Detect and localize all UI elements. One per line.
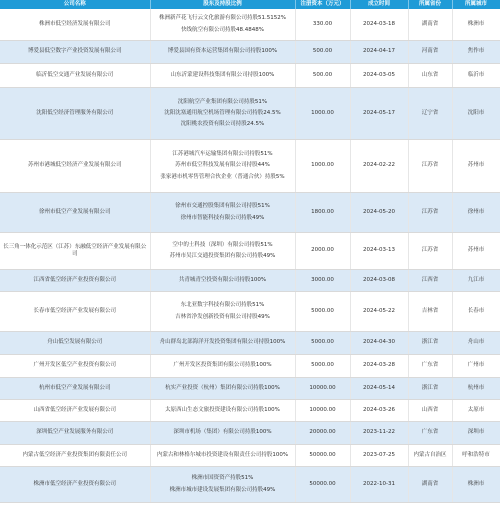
company-name: 临沂低空交通产业发展有限公司: [0, 63, 150, 87]
company-name: 株洲市低空经济发展有限公司: [0, 9, 150, 40]
table-row: [0, 354, 500, 377]
company-name: 杭州市低空产业发展有限公司: [0, 377, 150, 399]
registered-capital: 20000.00: [295, 421, 350, 444]
table-row: [0, 139, 500, 192]
shareholder-line: 快线航空有限公司持股48.4848%: [181, 26, 264, 33]
header-shareholders: 股东及持股比例: [150, 0, 295, 9]
company-name: 内蒙古低空经济产业投资集团有限责任公司: [0, 444, 150, 466]
city: 舟山市: [452, 331, 500, 354]
table-body: [0, 9, 500, 502]
table-row: [0, 399, 500, 421]
province: 湖南省: [408, 9, 452, 40]
shareholder-line: 徐州市交通控股集团有限公司持股51%: [175, 203, 270, 210]
company-name: 徐州市低空产业发展有限公司: [0, 192, 150, 232]
established-date: 2024-05-22: [350, 291, 408, 331]
established-date: 2024-05-14: [350, 377, 408, 399]
shareholder-line: 杭实产业投资（杭州）集团有限公司持股100%: [165, 384, 280, 391]
shareholder-line: 沈阳航空产业集团有限公司持股51%: [177, 98, 268, 105]
shareholder-line: 太原西山生态文旅投资建设有限公司持股100%: [165, 406, 280, 413]
province: 河南省: [408, 40, 452, 63]
company-name: 沈阳低空经济管理服务有限公司: [0, 87, 150, 139]
shareholders-cell: [150, 87, 295, 139]
company-name: 舟山低空发展有限公司: [0, 331, 150, 354]
registered-capital: 5000.00: [295, 291, 350, 331]
shareholder-line: 张家港市机零售管理合伙企业（普通合伙）持股5%: [160, 173, 285, 180]
table-row: [0, 87, 500, 139]
city: 株洲市: [452, 9, 500, 40]
shareholder-line: 空中的士科技（深圳）有限公司持股51%: [172, 241, 273, 248]
established-date: 2024-03-28: [350, 354, 408, 377]
city: 徐州市: [452, 192, 500, 232]
province: 浙江省: [408, 331, 452, 354]
province: 辽宁省: [408, 87, 452, 139]
header-province: 所属省份: [408, 0, 452, 9]
established-date: 2024-03-26: [350, 399, 408, 421]
city: 沈阳市: [452, 87, 500, 139]
shareholder-line: 苏州市低空科技发展有限公司持股44%: [175, 162, 270, 169]
shareholders-cell: [150, 399, 295, 421]
city: 呼和浩特市: [452, 444, 500, 466]
shareholders-cell: [150, 354, 295, 377]
established-date: 2022-10-31: [350, 466, 408, 502]
shareholders-cell: [150, 139, 295, 192]
province: 湖南省: [408, 466, 452, 502]
registered-capital: 1800.00: [295, 192, 350, 232]
established-date: 2024-03-18: [350, 9, 408, 40]
table-row: [0, 269, 500, 291]
table-row: [0, 40, 500, 63]
shareholders-cell: [150, 421, 295, 444]
registered-capital: 1000.00: [295, 87, 350, 139]
shareholders-cell: [150, 466, 295, 502]
registered-capital: 330.00: [295, 9, 350, 40]
city: 广州市: [452, 354, 500, 377]
table-row: [0, 291, 500, 331]
established-date: 2024-04-17: [350, 40, 408, 63]
shareholders-cell: [150, 40, 295, 63]
table-row: [0, 377, 500, 399]
shareholder-line: 内蒙古和林格尔城市投资建设有限责任公司持股100%: [156, 451, 289, 458]
shareholder-line: 深圳市机场（集团）有限公司持股100%: [173, 429, 272, 436]
province: 广东省: [408, 354, 452, 377]
city: 深圳市: [452, 421, 500, 444]
city: 苏州市: [452, 232, 500, 269]
province: 江苏省: [408, 192, 452, 232]
shareholder-line: 沈阳桃农投资有限公司持股24.5%: [180, 121, 265, 128]
city: 临沂市: [452, 63, 500, 87]
table-row: [0, 232, 500, 269]
company-name: 广州开发区低空产业投资有限公司: [0, 354, 150, 377]
province: 广东省: [408, 421, 452, 444]
shareholder-line: 博爱县国有资本运营集团有限公司持股100%: [167, 48, 278, 55]
header-date: 成立时间: [350, 0, 408, 9]
shareholder-line: 广州开发区投资集团有限公司持股100%: [173, 362, 272, 369]
table-row: [0, 331, 500, 354]
shareholder-line: 沈阳沈塞通用航空机场管理有限公司持股24.5%: [164, 109, 281, 116]
registered-capital: 10000.00: [295, 399, 350, 421]
province: 江苏省: [408, 232, 452, 269]
city: 九江市: [452, 269, 500, 291]
established-date: 2024-05-17: [350, 87, 408, 139]
shareholder-line: 东北亚数字科技有限公司持股51%: [180, 302, 265, 309]
header-city: 所属城市: [452, 0, 500, 9]
header-company: 公司名称: [0, 0, 150, 9]
table-header-row: [0, 0, 500, 9]
company-name: 深圳低空产业发展服务有限公司: [0, 421, 150, 444]
registered-capital: 3000.00: [295, 269, 350, 291]
registered-capital: 5000.00: [295, 354, 350, 377]
province: 山西省: [408, 399, 452, 421]
established-date: 2024-03-08: [350, 269, 408, 291]
shareholder-line: 山东沂蒙建设科技集团有限公司持股100%: [170, 71, 275, 78]
shareholders-cell: [150, 192, 295, 232]
province: 山东省: [408, 63, 452, 87]
city: 株洲市: [452, 466, 500, 502]
city: 杭州市: [452, 377, 500, 399]
registered-capital: 1000.00: [295, 139, 350, 192]
shareholder-line: 吉林省净发创新投资有限公司持股49%: [175, 313, 270, 320]
shareholders-cell: [150, 63, 295, 87]
established-date: 2024-05-20: [350, 192, 408, 232]
shareholder-line: 徐州市智能科技有限公司持股49%: [180, 214, 265, 221]
table-row: [0, 9, 500, 40]
shareholders-cell: [150, 269, 295, 291]
established-date: 2024-02-22: [350, 139, 408, 192]
shareholder-line: 舟山群岛北部海洋开发投资集团有限公司持股100%: [159, 339, 286, 346]
shareholder-line: 株洲新芦花飞行云文化旅游有限公司持股51.5152%: [159, 15, 286, 22]
header-capital: 注册资本（万元）: [295, 0, 350, 9]
shareholder-line: 苏州市吴江交通投资集团有限公司持股49%: [169, 253, 276, 259]
province: 浙江省: [408, 377, 452, 399]
table-row: [0, 63, 500, 87]
shareholders-cell: [150, 444, 295, 466]
registered-capital: 2000.00: [295, 232, 350, 269]
shareholder-line: 共青城青空投资有限公司持股100%: [178, 276, 267, 283]
shareholders-cell: [150, 377, 295, 399]
registered-capital: 500.00: [295, 63, 350, 87]
shareholders-cell: [150, 331, 295, 354]
registered-capital: 10000.00: [295, 377, 350, 399]
city: 太原市: [452, 399, 500, 421]
shareholders-cell: [150, 9, 295, 40]
shareholder-line: 株洲市国资资产持股51%: [191, 475, 254, 482]
city: 长春市: [452, 291, 500, 331]
city: 焦作市: [452, 40, 500, 63]
table-row: [0, 192, 500, 232]
established-date: 2024-03-05: [350, 63, 408, 87]
established-date: 2023-07-25: [350, 444, 408, 466]
company-name: 苏州市港城低空经济产业发展有限公司: [0, 139, 150, 192]
registered-capital: 50000.00: [295, 444, 350, 466]
shareholder-line: 江苏港城汽车运输集团有限公司持股51%: [172, 151, 273, 158]
province: 江苏省: [408, 139, 452, 192]
shareholders-cell: [150, 291, 295, 331]
established-date: 2024-03-13: [350, 232, 408, 269]
company-name: 博爱县低空数字产业投资发展有限公司: [0, 40, 150, 63]
company-name: 长春市低空经济产业发展有限公司: [0, 291, 150, 331]
company-name: 株洲市低空经济产业投资有限公司: [0, 466, 150, 502]
table-row: [0, 444, 500, 466]
province: 内蒙古自治区: [408, 444, 452, 466]
city: 苏州市: [452, 139, 500, 192]
established-date: 2024-04-30: [350, 331, 408, 354]
table-row: [0, 466, 500, 502]
registered-capital: 5000.00: [295, 331, 350, 354]
registered-capital: 500.00: [295, 40, 350, 63]
shareholder-line: 株洲市城市建设发展集团有限公司持股49%: [169, 486, 276, 493]
table-row: [0, 421, 500, 444]
registered-capital: 50000.00: [295, 466, 350, 502]
shareholders-cell: [150, 232, 295, 269]
province: 吉林省: [408, 291, 452, 331]
company-name: 山西省低空经济产业发展有限公司: [0, 399, 150, 421]
established-date: 2023-11-22: [350, 421, 408, 444]
company-name: 长三角一体化示范区（江苏）东融低空经济产业发展有限公司: [0, 232, 150, 269]
province: 江西省: [408, 269, 452, 291]
company-name: 江西省低空经济产业投资有限公司: [0, 269, 150, 291]
